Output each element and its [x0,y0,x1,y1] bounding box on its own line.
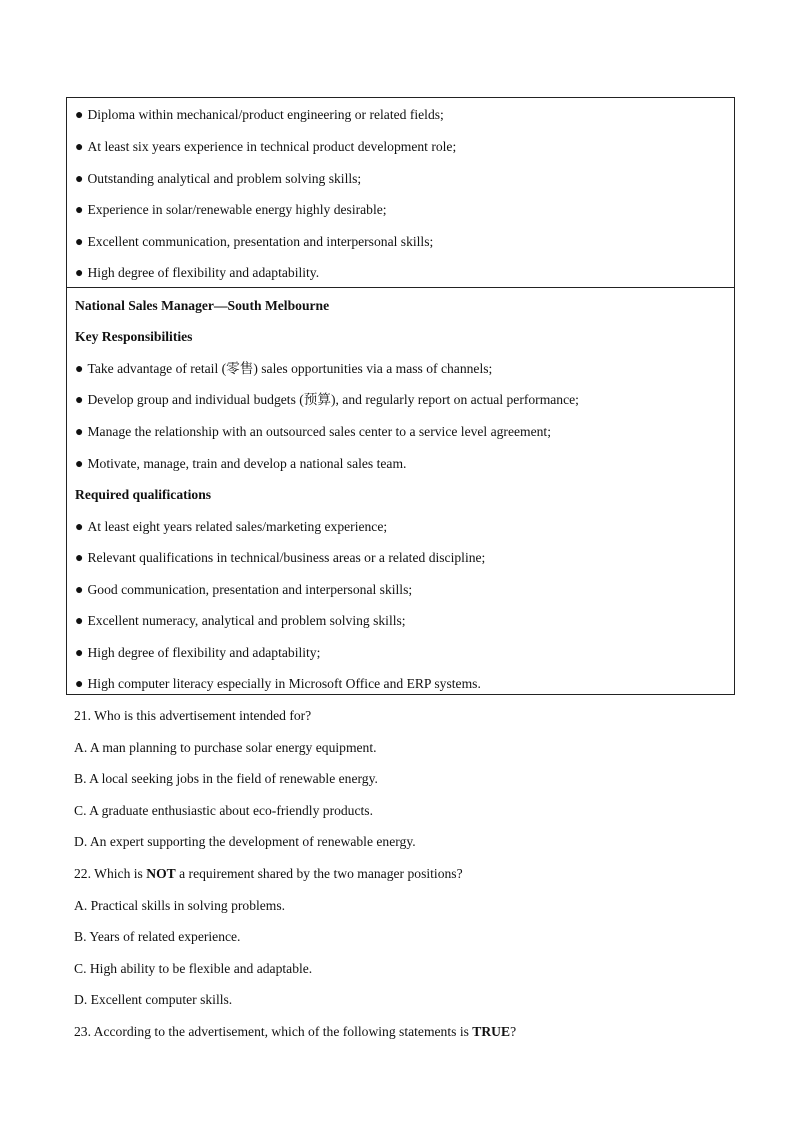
bullet-icon: ● [75,551,84,566]
qualification-item: ● Excellent numeracy, analytical and problem solving skills; [75,613,406,629]
bullet-icon: ● [75,235,84,250]
bullet-icon: ● [75,677,84,692]
bullet-icon: ● [75,646,84,661]
bullet-icon: ● [75,203,84,218]
question-22-option-c: C. High ability to be flexible and adaptable. [74,961,313,976]
qualification-item: ● High computer literacy especially in Microsoft Office and ERP systems. [75,676,481,692]
qualification-item: ● High degree of flexibility and adaptability. [75,265,320,281]
bullet-icon: ● [75,614,84,629]
qualification-item: ● At least six years experience in technical product development role; [75,139,457,155]
job-title: National Sales Manager—South Melbourne [75,298,330,313]
question-21-option-a: A. A man planning to purchase solar energy equipment. [74,740,377,755]
bullet-icon: ● [75,393,84,408]
bullet-icon: ● [75,362,84,377]
question-22-option-a: A. Practical skills in solving problems. [74,898,286,913]
job-ad-table [66,97,735,695]
responsibility-item: ● Take advantage of retail (零售) sales opportunities via a mass of channels; [75,361,493,377]
question-22-stem: 22. Which is NOT a requirement shared by the two manager positions? [74,866,463,881]
qualification-item: ● High degree of flexibility and adaptability; [75,645,321,661]
question-21-option-b: B. A local seeking jobs in the field of renewable energy. [74,771,378,786]
responsibility-item: ● Develop group and individual budgets (预算), and regularly report on actual performance; [75,392,579,408]
qualification-item: ● Good communication, presentation and interpersonal skills; [75,582,413,598]
bullet-icon: ● [75,172,84,187]
responsibility-item: ● Manage the relationship with an outsourced sales center to a service level agreement; [75,424,551,440]
question-22-option-d: D. Excellent computer skills. [74,992,233,1007]
question-21-option-d: D. An expert supporting the development of renewable energy. [74,834,416,849]
question-23-stem: 23. According to the advertisement, which of the following statements is TRUE? [74,1024,517,1039]
bullet-icon: ● [75,425,84,440]
qualification-item: ● At least eight years related sales/marketing experience; [75,519,388,535]
qualification-item: ● Experience in solar/renewable energy highly desirable; [75,202,387,218]
bullet-icon: ● [75,140,84,155]
responsibilities-heading: Key Responsibilities [75,329,193,344]
bullet-icon: ● [75,583,84,598]
question-21-stem: 21. Who is this advertisement intended for? [74,708,312,723]
question-21-option-c: C. A graduate enthusiastic about eco-friendly products. [74,803,373,818]
table-divider [67,287,734,288]
question-22-option-b: B. Years of related experience. [74,929,241,944]
responsibility-item: ● Motivate, manage, train and develop a national sales team. [75,456,407,472]
bullet-icon: ● [75,266,84,281]
qualifications-heading: Required qualifications [75,487,212,502]
qualification-item: ● Outstanding analytical and problem solving skills; [75,171,362,187]
bullet-icon: ● [75,457,84,472]
qualification-item: ● Diploma within mechanical/product engineering or related fields; [75,107,444,123]
qualification-item: ● Relevant qualifications in technical/business areas or a related discipline; [75,550,486,566]
qualification-item: ● Excellent communication, presentation and interpersonal skills; [75,234,434,250]
bullet-icon: ● [75,520,84,535]
bullet-icon: ● [75,108,84,123]
